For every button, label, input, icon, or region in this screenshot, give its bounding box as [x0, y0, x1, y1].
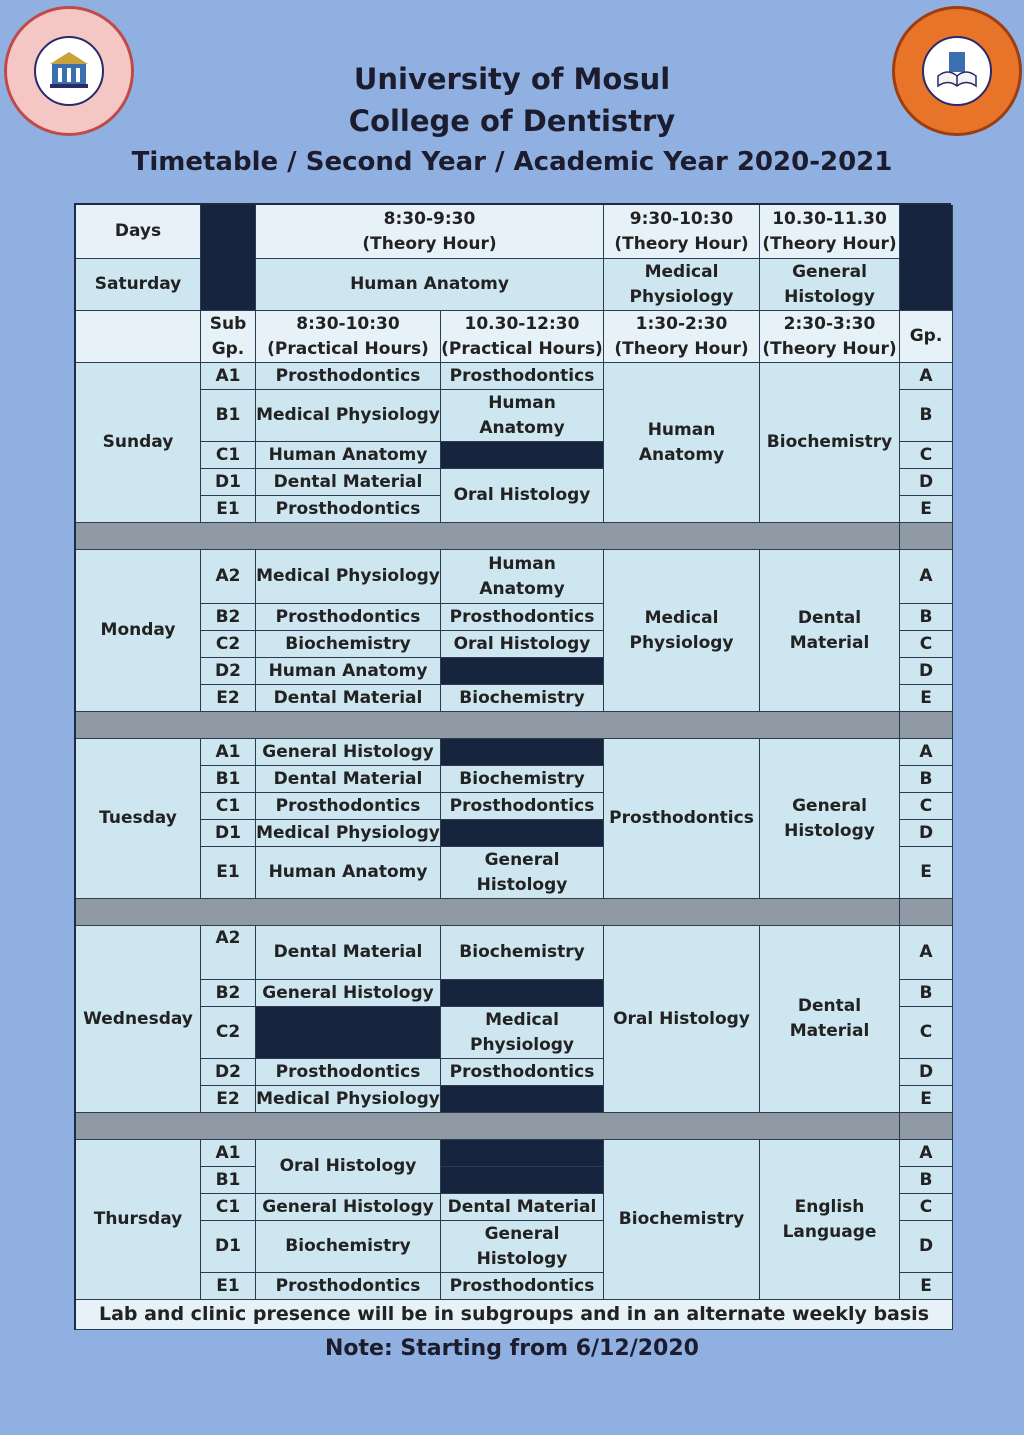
group-cell: C	[900, 442, 953, 469]
practical-cell: Human Anatomy	[256, 442, 441, 469]
day-saturday: Saturday	[76, 259, 201, 311]
practical-cell: Human Anatomy	[256, 847, 441, 899]
practical-cell: Medical Physiology	[441, 1007, 604, 1059]
practical-cell: Human Anatomy	[441, 550, 604, 604]
theory-cell: General Histology	[760, 739, 900, 899]
subgroup-cell: C1	[201, 1194, 256, 1221]
day-separator	[76, 523, 900, 550]
practical-cell: Biochemistry	[441, 926, 604, 980]
start-date-note: Note: Starting from 6/12/2020	[325, 1336, 699, 1361]
practical-cell: General Histology	[256, 980, 441, 1007]
group-cell: D	[900, 1059, 953, 1086]
empty-slot	[441, 820, 604, 847]
day-separator	[76, 1113, 900, 1140]
subgroup-cell: B1	[201, 1167, 256, 1194]
time-1030-1230-header: 10.30-12:30 (Practical Hours)	[441, 311, 604, 363]
practical-cell: General Histology	[441, 1221, 604, 1273]
practical-cell: Prosthodontics	[441, 604, 604, 631]
empty-slot	[441, 1140, 604, 1167]
subgroup-cell: C2	[201, 1007, 256, 1059]
group-cell: D	[900, 469, 953, 496]
group-cell: A	[900, 1140, 953, 1167]
subgroup-cell: E1	[201, 1273, 256, 1300]
subgroup-cell: C1	[201, 793, 256, 820]
group-cell: C	[900, 793, 953, 820]
group-cell: E	[900, 685, 953, 712]
time-230-330-header: 2:30-3:30 (Theory Hour)	[760, 311, 900, 363]
group-cell: A	[900, 739, 953, 766]
theory-cell: English Language	[760, 1140, 900, 1300]
practical-cell: General Histology	[441, 847, 604, 899]
subgroup-cell: A2	[201, 550, 256, 604]
empty-slot	[441, 739, 604, 766]
theory-cell: Biochemistry	[604, 1140, 760, 1300]
blank-cell	[201, 205, 256, 311]
group-cell: D	[900, 820, 953, 847]
practical-cell: Human Anatomy	[256, 658, 441, 685]
practical-cell: Prosthodontics	[256, 1273, 441, 1300]
practical-cell: General Histology	[256, 1194, 441, 1221]
theory-cell: Biochemistry	[760, 363, 900, 523]
practical-cell: Biochemistry	[256, 631, 441, 658]
day-sunday: Sunday	[76, 363, 201, 523]
group-cell: C	[900, 631, 953, 658]
subgroup-cell: D1	[201, 469, 256, 496]
practical-cell: Prosthodontics	[256, 793, 441, 820]
practical-cell: Prosthodontics	[441, 1059, 604, 1086]
practical-cell: Dental Material	[256, 685, 441, 712]
subgroup-cell: D2	[201, 1059, 256, 1086]
practical-cell: Prosthodontics	[256, 1059, 441, 1086]
group-cell: C	[900, 1007, 953, 1059]
group-cell: A	[900, 550, 953, 604]
subgroup-cell: D1	[201, 820, 256, 847]
day-separator	[900, 1113, 953, 1140]
day-tuesday: Tuesday	[76, 739, 201, 899]
empty-slot	[441, 1086, 604, 1113]
empty-slot	[441, 980, 604, 1007]
group-cell: B	[900, 766, 953, 793]
day-separator	[76, 899, 900, 926]
subgroup-cell: A1	[201, 739, 256, 766]
practical-cell: Dental Material	[256, 469, 441, 496]
saturday-slot-3: General Histology	[760, 259, 900, 311]
practical-cell: Prosthodontics	[441, 793, 604, 820]
practical-cell: Oral Histology	[441, 631, 604, 658]
subgroup-cell: B1	[201, 390, 256, 442]
day-separator	[900, 712, 953, 739]
practical-cell: Medical Physiology	[256, 1086, 441, 1113]
time-1030-1130-header: 10.30-11.30 (Theory Hour)	[760, 205, 900, 259]
practical-cell: Dental Material	[441, 1194, 604, 1221]
subgroup-cell: E2	[201, 685, 256, 712]
group-cell: B	[900, 980, 953, 1007]
page-header	[0, 58, 1024, 182]
day-separator	[900, 899, 953, 926]
practical-cell: General Histology	[256, 739, 441, 766]
practical-cell: Prosthodontics	[256, 496, 441, 523]
subgroup-cell: D1	[201, 1221, 256, 1273]
empty-slot	[441, 442, 604, 469]
subgroup-cell: E2	[201, 1086, 256, 1113]
group-cell: E	[900, 1273, 953, 1300]
group-header: Gp.	[900, 311, 953, 363]
practical-cell: Medical Physiology	[256, 820, 441, 847]
subgroup-cell: A1	[201, 1140, 256, 1167]
group-cell: A	[900, 363, 953, 390]
practical-cell: Oral Histology	[256, 1140, 441, 1194]
group-cell: B	[900, 1167, 953, 1194]
practical-cell: Dental Material	[256, 766, 441, 793]
saturday-slot-2: Medical Physiology	[604, 259, 760, 311]
group-cell: C	[900, 1194, 953, 1221]
subgroup-cell: B2	[201, 604, 256, 631]
blank-cell	[76, 311, 201, 363]
day-monday: Monday	[76, 550, 201, 712]
practical-cell: Medical Physiology	[256, 390, 441, 442]
subgroup-cell: B2	[201, 980, 256, 1007]
subgroup-cell: B1	[201, 766, 256, 793]
theory-cell: Prosthodontics	[604, 739, 760, 899]
practical-cell: Dental Material	[256, 926, 441, 980]
time-930-1030-header: 9:30-10:30 (Theory Hour)	[604, 205, 760, 259]
subgroup-cell: E1	[201, 847, 256, 899]
timetable-title: Timetable / Second Year / Academic Year 2020-2021	[131, 147, 893, 177]
subgroup-cell: E1	[201, 496, 256, 523]
subgroup-cell: A2	[201, 926, 256, 980]
group-cell: B	[900, 390, 953, 442]
subgroup-cell: C2	[201, 631, 256, 658]
group-cell: D	[900, 658, 953, 685]
practical-cell: Human Anatomy	[441, 390, 604, 442]
theory-cell: Human Anatomy	[604, 363, 760, 523]
subgroup-header: Sub Gp.	[201, 311, 256, 363]
practical-cell: Prosthodontics	[441, 1273, 604, 1300]
day-separator	[900, 523, 953, 550]
group-cell: E	[900, 1086, 953, 1113]
day-wednesday: Wednesday	[76, 926, 201, 1113]
subgroup-cell: A1	[201, 363, 256, 390]
practical-cell: Biochemistry	[441, 685, 604, 712]
day-thursday: Thursday	[76, 1140, 201, 1300]
empty-slot	[441, 658, 604, 685]
time-130-230-header: 1:30-2:30 (Theory Hour)	[604, 311, 760, 363]
practical-cell: Prosthodontics	[256, 363, 441, 390]
group-cell: B	[900, 604, 953, 631]
time-830-930-header: 8:30-9:30 (Theory Hour)	[256, 205, 604, 259]
university-name: University of Mosul	[353, 62, 671, 96]
day-separator	[76, 712, 900, 739]
subgroup-cell: C1	[201, 442, 256, 469]
group-cell: E	[900, 847, 953, 899]
timetable	[74, 203, 951, 1330]
group-cell: E	[900, 496, 953, 523]
practical-cell: Prosthodontics	[256, 604, 441, 631]
practical-cell: Biochemistry	[441, 766, 604, 793]
subgroup-cell: D2	[201, 658, 256, 685]
theory-cell: Oral Histology	[604, 926, 760, 1113]
practical-cell: Medical Physiology	[256, 550, 441, 604]
practical-cell: Oral Histology	[441, 469, 604, 523]
empty-slot	[441, 1167, 604, 1194]
empty-slot	[256, 1007, 441, 1059]
blank-cell	[900, 205, 953, 311]
practical-cell: Prosthodontics	[441, 363, 604, 390]
practical-cell: Biochemistry	[256, 1221, 441, 1273]
saturday-slot-1: Human Anatomy	[256, 259, 604, 311]
group-cell: A	[900, 926, 953, 980]
time-830-1030-header: 8:30-10:30 (Practical Hours)	[256, 311, 441, 363]
days-header: Days	[76, 205, 201, 259]
table-footer: Lab and clinic presence will be in subgroups and in an alternate weekly basis	[76, 1300, 953, 1330]
theory-cell: Dental Material	[760, 926, 900, 1113]
group-cell: D	[900, 1221, 953, 1273]
theory-cell: Dental Material	[760, 550, 900, 712]
theory-cell: Medical Physiology	[604, 550, 760, 712]
college-name: College of Dentistry	[348, 104, 676, 138]
